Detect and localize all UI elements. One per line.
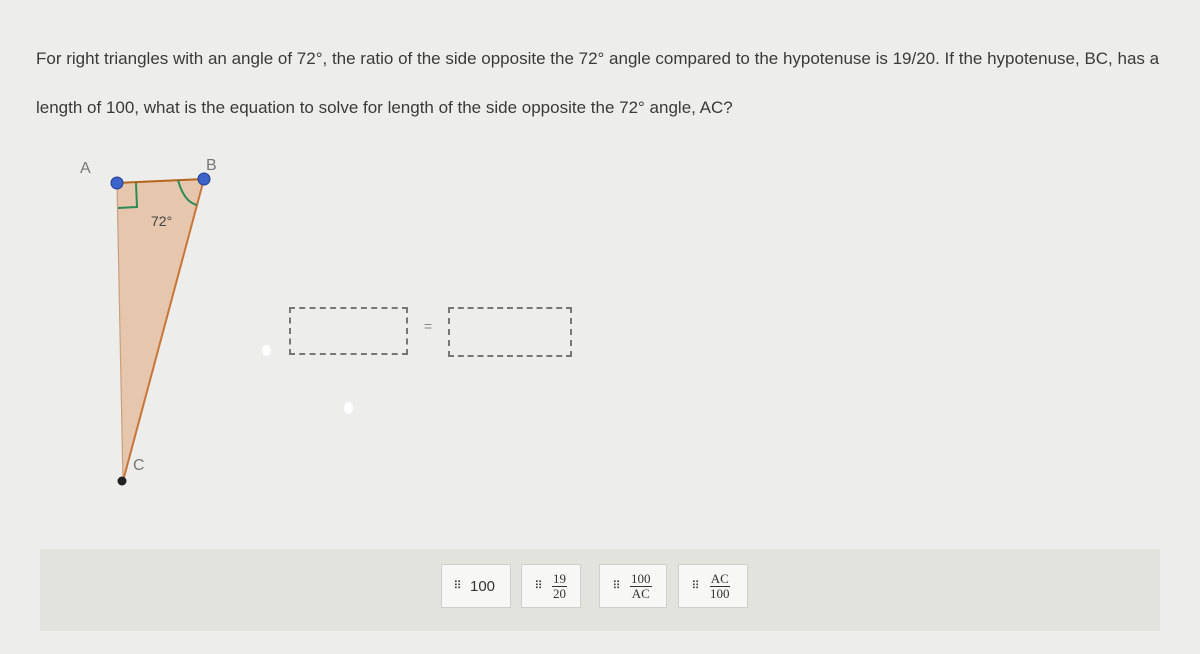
denominator: AC: [631, 585, 650, 601]
question-line-2: length of 100, what is the equation to solve for length of the side opposite the 72° angle, AC?: [36, 98, 733, 117]
equals-sign: =: [424, 318, 433, 334]
drag-handle-icon[interactable]: ⠿: [691, 579, 699, 592]
answer-dropzone-left[interactable]: [289, 307, 408, 355]
vertex-c-label: C: [133, 457, 145, 474]
answer-dropzone-right[interactable]: [448, 307, 572, 357]
numerator: 100: [631, 570, 651, 586]
angle-72-label: 72°: [151, 213, 173, 229]
glare-spot: [262, 345, 271, 356]
vertex-a-label: A: [80, 160, 91, 177]
point-a[interactable]: [111, 177, 123, 189]
point-b[interactable]: [198, 173, 210, 185]
numerator: AC: [710, 570, 729, 586]
drag-handle-icon[interactable]: ⠿: [534, 579, 542, 592]
vertex-b-label: B: [206, 157, 217, 174]
drag-handle-icon[interactable]: ⠿: [612, 579, 620, 592]
tile-fraction-100-ac[interactable]: [599, 564, 667, 608]
point-c[interactable]: [118, 477, 127, 486]
tile-fraction-19-20[interactable]: [521, 564, 581, 608]
tile-100-label: 100: [470, 577, 496, 595]
numerator: 19: [553, 570, 566, 586]
denominator: 100: [710, 585, 730, 601]
denominator: 20: [553, 585, 566, 601]
tile-100[interactable]: [441, 564, 511, 608]
fraction-100-ac: [630, 572, 652, 601]
question-line-1: For right triangles with an angle of 72°, the ratio of the side opposite the 72° angle compared to the hypotenuse is 19/20. If the hypotenuse, BC, has a: [36, 49, 1160, 68]
tile-fraction-ac-100[interactable]: [678, 564, 748, 608]
drag-handle-icon[interactable]: ⠿: [453, 579, 461, 592]
glare-spot: [344, 402, 353, 414]
fraction-19-20: [552, 572, 567, 601]
fraction-ac-100: [709, 572, 731, 601]
